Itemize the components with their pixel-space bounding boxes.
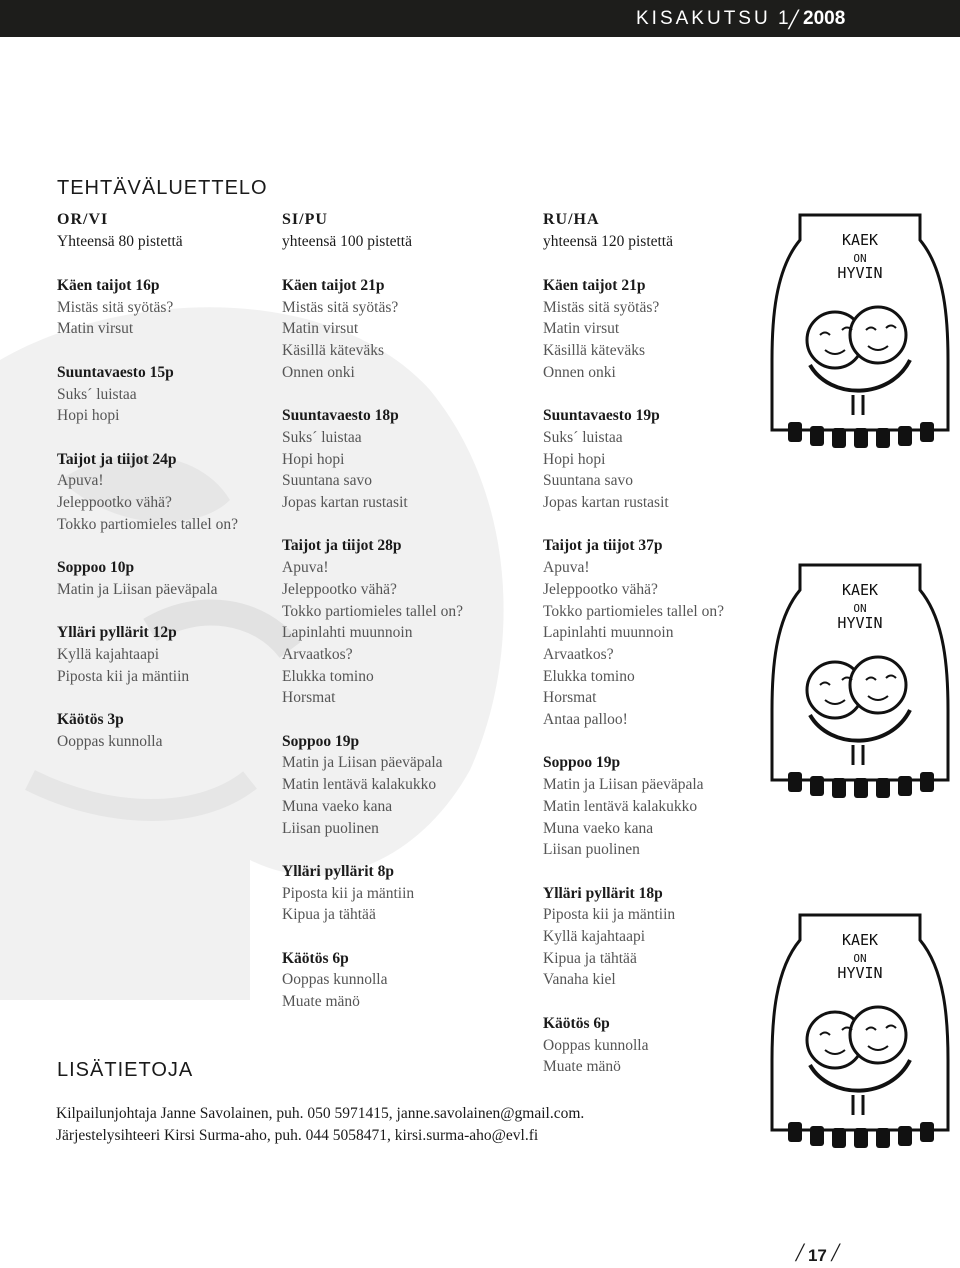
task-item: Ooppas kunnolla: [57, 732, 163, 750]
category-title: Soppoo 19p: [543, 754, 621, 772]
logo-text-line-2: ON: [853, 602, 867, 615]
category-block: [282, 948, 532, 1013]
category-block: [57, 622, 307, 687]
task-item: Liisan puolinen: [282, 819, 379, 837]
logo-text-line-3: HYVIN: [837, 614, 883, 632]
category-title: Taijot ja tiijot 24p: [57, 450, 177, 468]
logo-text-line-1: KAEK: [841, 231, 879, 249]
task-item: Hopi hopi: [57, 407, 120, 425]
issue-number: 1: [778, 8, 789, 29]
series-code: SI/PU: [282, 211, 328, 228]
task-item: Mistäs sitä syötäs?: [543, 298, 660, 316]
task-item: Jopas kartan rustasit: [282, 494, 408, 512]
task-item: Lapinlahti muunnoin: [282, 624, 413, 642]
category-block: [282, 275, 532, 384]
task-item: Jeleppootko vähä?: [57, 494, 172, 511]
task-item: Mistäs sitä syötäs?: [57, 298, 174, 316]
category-block: [543, 883, 793, 992]
category-title: Käen taijot 21p: [282, 277, 385, 294]
task-item: Suuntana savo: [282, 472, 372, 490]
category-block: [282, 861, 532, 926]
task-item: Tokko partiomieles tallel on?: [543, 602, 724, 620]
task-item: Apuva!: [57, 472, 104, 490]
category-title: Käen taijot 16p: [57, 277, 160, 294]
task-item: Muate mänö: [282, 993, 360, 1011]
category-block: [57, 709, 307, 752]
kaek-on-hyvin-logo: [770, 550, 950, 800]
issue-slash: /: [789, 3, 798, 36]
task-item: Matin lentävä kalakukko: [543, 797, 698, 815]
task-item: Piposta kii ja mäntiin: [543, 906, 676, 924]
series-total-points: yhteensä 120 pistettä: [543, 233, 673, 250]
task-item: Lapinlahti muunnoin: [543, 624, 674, 642]
category-title: Ylläri pyllärit 12p: [57, 624, 177, 642]
page-number: / 17 /: [796, 1238, 839, 1267]
task-item: Vanaha kiel: [543, 971, 616, 989]
task-item: Tokko partiomieles tallel on?: [57, 515, 238, 533]
task-item: Matin virsut: [282, 320, 359, 338]
category-title: Käötös 6p: [282, 949, 349, 967]
logo-text-line-2: ON: [853, 952, 867, 965]
category-block: [282, 405, 532, 514]
category-title: Ylläri pyllärit 18p: [543, 884, 663, 902]
task-item: Elukka tomino: [543, 667, 635, 685]
task-item: Muate mänö: [543, 1058, 621, 1076]
contact-info: [56, 1103, 584, 1146]
logo-text-line-3: HYVIN: [837, 264, 883, 282]
task-item: Apuva!: [543, 559, 590, 577]
logo-text-line-2: ON: [853, 252, 867, 265]
task-item: Muna vaeko kana: [282, 797, 393, 815]
task-item: Arvaatkos?: [543, 645, 614, 663]
task-item: Matin virsut: [57, 320, 134, 338]
category-title: Suuntavaesto 19p: [543, 407, 660, 425]
task-item: Suuntana savo: [543, 472, 633, 490]
category-block: [543, 752, 793, 861]
task-item: Muna vaeko kana: [543, 819, 654, 837]
category-title: Käen taijot 21p: [543, 277, 646, 294]
task-item: Suks´ luistaa: [282, 428, 362, 446]
issue-year: 2008: [803, 8, 846, 29]
series-column-orvi: [57, 208, 307, 774]
task-item: Elukka tomino: [282, 667, 374, 685]
contact-line-organizer: Kilpailunjohtaja Janne Savolainen, puh. 050 5971415, janne.savolainen@gmail.com.: [56, 1105, 585, 1122]
task-item: Hopi hopi: [282, 450, 345, 468]
category-title: Käötös 6p: [543, 1014, 610, 1032]
task-item: Ooppas kunnolla: [282, 971, 388, 989]
info-title: LISÄTIETOJA: [57, 1059, 194, 1081]
category-title: Ylläri pyllärit 8p: [282, 862, 394, 880]
task-item: Kyllä kajahtaapi: [543, 928, 645, 946]
task-item: Hopi hopi: [543, 450, 606, 468]
task-item: Kipua ja tähtää: [282, 906, 376, 924]
task-item: Suks´ luistaa: [57, 385, 137, 403]
section-title: TEHTÄVÄLUETTELO: [57, 177, 268, 199]
category-block: [543, 405, 793, 514]
task-item: Matin ja Liisan päeväpala: [282, 754, 443, 772]
task-item: Onnen onki: [282, 363, 355, 381]
category-block: [57, 362, 307, 427]
category-block: [543, 275, 793, 384]
task-item: Onnen onki: [543, 363, 616, 381]
series-total-points: Yhteensä 80 pistettä: [57, 233, 183, 250]
category-title: Suuntavaesto 15p: [57, 363, 174, 381]
task-item: Arvaatkos?: [282, 645, 353, 663]
category-block: [543, 535, 793, 730]
series-column-ruha: [543, 208, 793, 1100]
task-item: Jopas kartan rustasit: [543, 494, 669, 512]
task-item: Kyllä kajahtaapi: [57, 645, 159, 663]
task-item: Ooppas kunnolla: [543, 1036, 649, 1054]
task-item: Matin ja Liisan päeväpala: [543, 776, 704, 794]
task-item: Matin virsut: [543, 320, 620, 338]
category-block: [57, 449, 307, 536]
series-code: RU/HA: [543, 211, 600, 228]
kaek-on-hyvin-logo: [770, 900, 950, 1150]
magazine-title: KISAKUTSU: [636, 8, 771, 29]
task-item: Käsillä käteväks: [543, 342, 646, 360]
logo-text-line-1: KAEK: [841, 931, 879, 949]
kaek-on-hyvin-logo: [770, 200, 950, 450]
category-block: [282, 731, 532, 840]
category-block: [543, 1013, 793, 1078]
task-item: Kipua ja tähtää: [543, 949, 637, 967]
category-block: [57, 557, 307, 600]
task-item: Liisan puolinen: [543, 841, 640, 859]
task-item: Matin lentävä kalakukko: [282, 776, 437, 794]
logo-text-line-3: HYVIN: [837, 964, 883, 982]
page-number-value: 17: [807, 1246, 827, 1265]
task-item: Jeleppootko vähä?: [282, 580, 397, 598]
series-code: OR/VI: [57, 211, 109, 228]
task-item: Antaa palloo!: [543, 711, 628, 729]
logo-text-line-1: KAEK: [841, 581, 879, 599]
task-item: Apuva!: [282, 559, 329, 577]
category-title: Käötös 3p: [57, 710, 124, 728]
header-bar: [0, 0, 960, 37]
task-item: Suks´ luistaa: [543, 428, 623, 446]
task-item: Piposta kii ja mäntiin: [282, 884, 415, 902]
series-total-points: yhteensä 100 pistettä: [282, 233, 412, 250]
category-title: Suuntavaesto 18p: [282, 407, 399, 425]
task-item: Piposta kii ja mäntiin: [57, 667, 190, 685]
task-item: Käsillä käteväks: [282, 342, 385, 360]
task-item: Horsmat: [543, 689, 597, 707]
category-block: [57, 275, 307, 340]
task-item: Matin ja Liisan päeväpala: [57, 580, 218, 598]
category-block: [282, 535, 532, 709]
category-title: Taijot ja tiijot 28p: [282, 537, 402, 555]
task-item: Mistäs sitä syötäs?: [282, 298, 399, 316]
contact-line-secretary: Järjestelysihteeri Kirsi Surma-aho, puh. 044 5058471, kirsi.surma-aho@evl.fi: [56, 1126, 539, 1144]
task-item: Tokko partiomieles tallel on?: [282, 602, 463, 620]
task-item: Jeleppootko vähä?: [543, 580, 658, 598]
category-title: Soppoo 10p: [57, 559, 135, 577]
category-title: Soppoo 19p: [282, 732, 360, 750]
task-item: Horsmat: [282, 689, 336, 707]
series-column-sipu: [282, 208, 532, 1035]
category-title: Taijot ja tiijot 37p: [543, 537, 663, 555]
